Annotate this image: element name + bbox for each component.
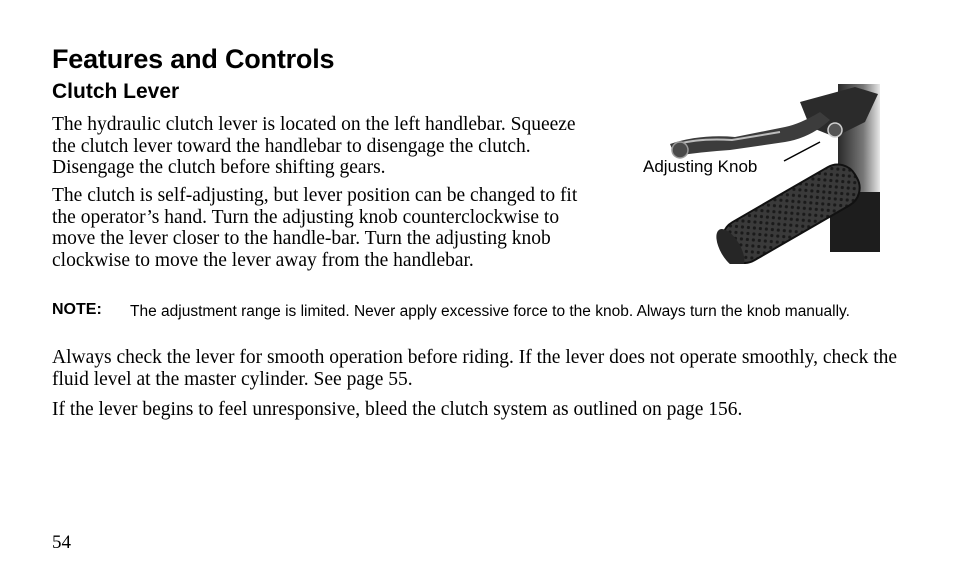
paragraph-smooth-operation: Always check the lever for smooth operation before riding. If the lever does not operate smoothly, check the fluid level at the master cylinder. See page 55. [52, 347, 898, 390]
figure-callout-label: Adjusting Knob [643, 157, 758, 176]
page-number: 54 [52, 532, 71, 553]
paragraph-bleed-system: If the lever begins to feel unresponsive, bleed the clutch system as outlined on page 156. [52, 399, 743, 420]
note-label: NOTE: [52, 301, 102, 318]
paragraph-self-adjusting: The clutch is self-adjusting, but lever position can be changed to fit the operator’s hand. Turn the adjusting knob counterclockwise to move the lever closer to the handle-bar. Turn the adjusting knob clockwise to move the lever away from the handlebar. [52, 185, 578, 271]
paragraph-lever-location: The hydraulic clutch lever is located on the left handlebar. Squeeze the clutch lever toward the handlebar to disengage the clutch. Disengage the clutch before shifting gears. [52, 114, 576, 178]
subsection-title: Clutch Lever [52, 80, 180, 103]
section-title: Features and Controls [52, 44, 335, 74]
note-text: The adjustment range is limited. Never apply excessive force to the knob. Always turn the knob manually. [130, 303, 850, 320]
